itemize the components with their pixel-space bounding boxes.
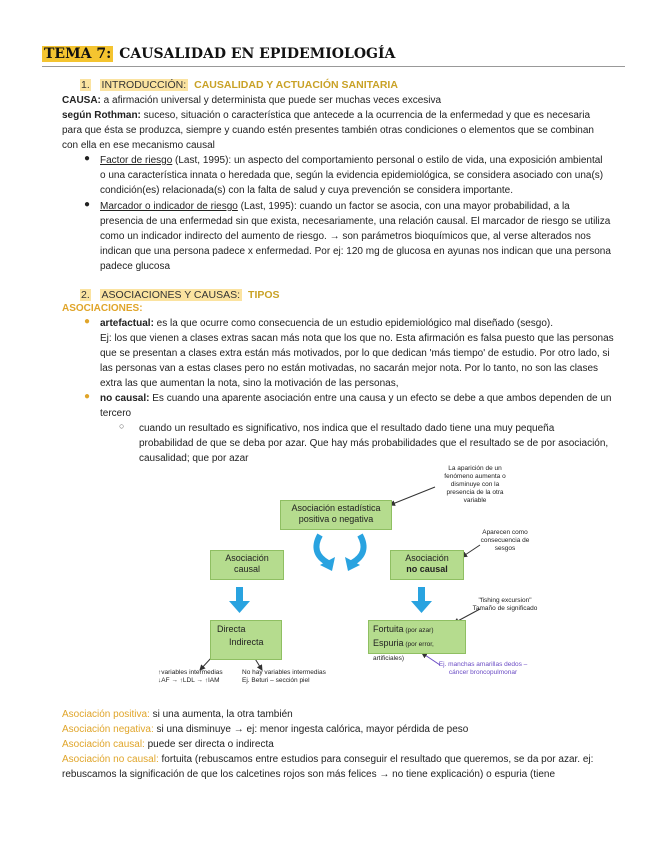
def-causal: Asociación causal: puede ser directa o indirecta	[62, 739, 274, 750]
def-no-causal: Asociación no causal: fortuita (rebuscamos entre estudios para conseguir el resultado que queremos, se da por azar. ej:	[62, 754, 594, 765]
nocausal-line-1: no causal: Es cuando una aparente asociación entre una causa y un efecto se debe a que ambos dependen de un	[100, 393, 612, 404]
marcador-line-4: indican que una persona padece x enfermedad. Por ej: 120 mg de glucosa en ayunas nos indican que una persona	[100, 246, 611, 257]
sub-bullet: ○	[119, 421, 125, 431]
title-text: CAUSALIDAD EN EPIDEMIOLOGÍA	[119, 46, 396, 62]
section-1-num: 1.	[81, 79, 90, 91]
box-directa-indirecta: Directa Indirecta	[210, 620, 282, 660]
artefactual-line: artefactual: es la que ocurre como consecuencia de un estudio epidemiológico mal diseñado (sesgo).	[100, 318, 554, 329]
artefactual-ex-4: extra las que aumentan la nota, sino la motivación de las personas,	[100, 378, 399, 389]
marcador-line-1: Marcador o indicador de riesgo (Last, 1995): cuando un factor se asocia, con una mayor probabilidad, a la	[100, 201, 570, 212]
rothman-line-3: con ella en ese mecanismo causal	[62, 140, 215, 151]
bullet-dot: ●	[84, 316, 91, 327]
artefactual-ex-1: Ej: los que vienen a clases extras sacan más nota que los que no. Esta afirmación es falsa puesto que las personas	[100, 333, 614, 344]
bullet-dot: ●	[84, 153, 91, 164]
def-positiva: Asociación positiva: si una aumenta, la otra también	[62, 709, 293, 720]
artefactual-ex-3: las personas van a estas clases pero no están motivadas, no sacarán mejor nota. Por lo tanto, no son las clases	[100, 363, 599, 374]
note-no-variables: No hay variables intermedias Ej. Beturi – sección piel	[242, 669, 326, 684]
section-2-heading	[80, 289, 280, 301]
note-variables: ↑variables intermedias ↓AF → ↑LDL → ↑IAM	[158, 669, 223, 684]
asociaciones-heading: ASOCIACIONES:	[62, 303, 143, 314]
nocausal-line-2: tercero	[100, 408, 132, 419]
down-arrow-right	[418, 587, 425, 601]
diagram	[158, 465, 550, 695]
section-1-label: INTRODUCCIÓN:	[101, 79, 187, 91]
causa-line: CAUSA: a afirmación universal y determinista que puede ser muchas veces excesiva	[62, 95, 442, 106]
marcador-line-3: como un indicador indirecto del aumento de riesgo. → son parámetros bioquímicos que, al verse alterados nos	[100, 231, 591, 242]
title-rule	[42, 66, 625, 67]
note-fishing: "fishing excursion" Tamaño de significado	[472, 597, 538, 612]
box-fortuita-espuria: Fortuita (por azar) Espuria (por error, artificiales)	[368, 620, 466, 654]
def-last-line: rebuscamos la significación de que los calcetines rojos son más felices → no tiene explicación) o espuria (tiene	[62, 769, 556, 780]
sub-line-3: causalidad; que por azar	[139, 453, 249, 464]
marcador-line-5: padece glucosa	[100, 261, 171, 272]
note-manchas: Ej. manchas amarillas dedos – cáncer broncopulmonar	[438, 661, 528, 676]
bullet-dot: ●	[84, 391, 91, 402]
def-negativa: Asociación negativa: si una disminuye → ej: menor ingesta calórica, mayor pérdida de peso	[62, 724, 469, 735]
box-asociacion-causal: Asociación causal	[210, 550, 284, 580]
section-1-title: CAUSALIDAD Y ACTUACIÓN SANITARIA	[194, 79, 398, 91]
section-2-title: TIPOS	[248, 289, 280, 301]
marcador-line-2: presencia de una enfermedad sin que exista, necesariamente, una relación causal. El marcador de riesgo se utiliza	[100, 216, 611, 227]
down-arrow-left	[236, 587, 243, 601]
section-2-num: 2.	[81, 289, 90, 301]
box-asociacion-estadistica: Asociación estadística positiva o negativa	[280, 500, 392, 530]
note-sesgos: Aparecen como consecuencia de sesgos	[480, 529, 530, 552]
factor-line-2: o una característica innata o heredada que, según la evidencia epidemiológica, se considera asociado con una(s)	[100, 170, 604, 181]
box-asociacion-no-causal: Asociación no causal	[390, 550, 464, 580]
note-aparicion: La aparición de un fenómeno aumenta o disminuye con la presencia de la otra variable	[444, 465, 506, 504]
bullet-dot: ●	[84, 199, 91, 210]
curve-arrow-right	[352, 535, 364, 563]
section-2-label: ASOCIACIONES Y CAUSAS:	[101, 289, 241, 301]
section-1-heading	[80, 79, 398, 91]
curve-arrow-left	[316, 535, 328, 563]
factor-line-3: condición(es) relacionada(s) con la falta de salud y cuya prevención se considera importante.	[100, 185, 514, 196]
page-title	[42, 46, 395, 62]
title-tema: TEMA 7:	[44, 46, 112, 62]
artefactual-ex-2: que se presentan a clases extra están más motivados, por lo que dedican 'más tiempo' de estudio. Por otro lado, si	[100, 348, 610, 359]
rothman-line-2: para que ésta se produzca, siempre y cuando estén presentes también otras condiciones o elementos que se combinan	[62, 125, 594, 136]
factor-line-1: Factor de riesgo (Last, 1995): un aspecto del comportamiento personal o estilo de vida, una exposición ambiental	[100, 155, 603, 166]
sub-line-2: probabilidad de que se deba por azar. Que hay más probabilidades que el resultado se de por asociación,	[139, 438, 609, 449]
rothman-line-1: según Rothman: suceso, situación o característica que antecede a la ocurrencia de la enfermedad y que es necesaria	[62, 110, 591, 121]
sub-line-1: cuando un resultado es significativo, nos indica que el resultado dado tiene una muy pequeña	[139, 423, 555, 434]
